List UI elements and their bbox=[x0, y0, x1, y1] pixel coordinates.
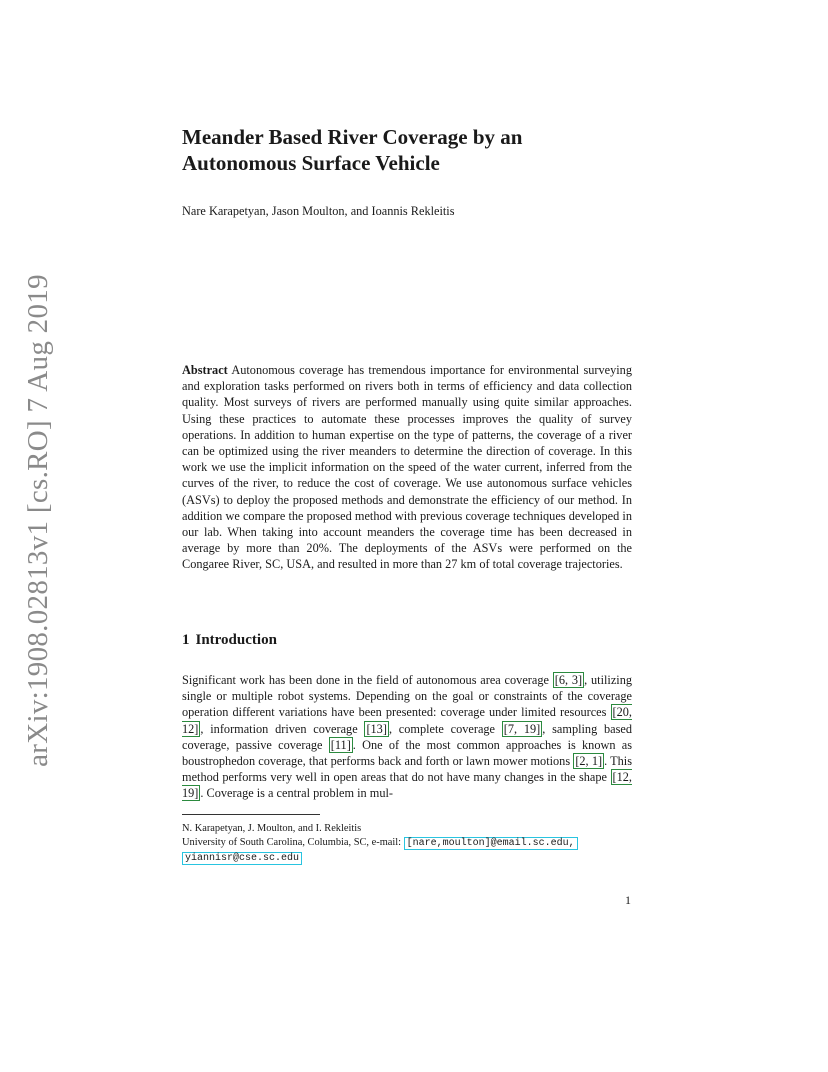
section-heading bbox=[182, 632, 277, 649]
intro-text: . One of the most common approaches is known as boustrophedon coverage, that performs back and forth or lawn mower motions bbox=[182, 737, 633, 769]
section-title: Introduction bbox=[195, 632, 277, 648]
paper-title bbox=[182, 124, 642, 176]
intro-text: , complete coverage bbox=[388, 721, 502, 736]
intro-text: , utilizing single or multiple robot systems. Depending on the goal or constraints of the coverage operation different variations have been presented: coverage under limited resources bbox=[182, 673, 632, 720]
intro-paragraph bbox=[182, 672, 632, 802]
intro-text: . This method performs very well in open areas that do not have many changes in the shape bbox=[182, 754, 632, 785]
abstract-text: Autonomous coverage has tremendous importance for environmental surveying and exploration tasks performed on rivers both in terms of efficiency and data collection quality. Most surveys of rivers are performed manually using quite similar approaches. Using these practices to automate these processes improves the quality of survey operations. In addition to human expertise on the type of patterns, the coverage of a river can be optimized using the river meanders to determine the direction of coverage. In this work we use the implicit information on the speed of the water current, inferred from the curves of the river, to reduce the cost of coverage. We use autonomous surface vehicles (ASVs) to deploy the proposed methods and demonstrate the efficiency of our method. In addition we compare the proposed method with previous coverage techniques developed in our lab. When taking into account meanders the coverage time has been decreased in average by more than 20%. The deployments of the ASVs were performed on the Congaree River, SC, USA, and resulted in more than 27 km of total coverage trajectories. bbox=[182, 363, 632, 572]
arxiv-identifier: arXiv:1908.02813v1 [cs.RO] 7 Aug 2019 bbox=[21, 273, 54, 767]
citation-link[interactable]: [11] bbox=[330, 737, 351, 752]
abstract-label: Abstract bbox=[182, 363, 228, 377]
footnote-names: N. Karapetyan, J. Moulton, and I. Rekleitis bbox=[182, 823, 362, 834]
intro-text: , information driven coverage bbox=[200, 721, 365, 736]
citation-link[interactable]: [20, 12] bbox=[182, 705, 632, 736]
footnote-rule bbox=[182, 814, 320, 815]
email-link[interactable]: [nare,moulton]@email.sc.edu, bbox=[404, 837, 578, 850]
email-link[interactable]: yiannisr@cse.sc.edu bbox=[182, 852, 302, 865]
citation-link[interactable]: [2, 1] bbox=[575, 754, 603, 769]
intro-text: . Coverage is a central problem in mul- bbox=[200, 786, 393, 801]
citation-link[interactable]: [7, 19] bbox=[503, 721, 541, 736]
section-number: 1 bbox=[182, 632, 190, 648]
arxiv-sidebar bbox=[21, 273, 54, 767]
citation-link[interactable]: [6, 3] bbox=[554, 673, 583, 687]
citation-link[interactable]: [12, 19] bbox=[182, 770, 632, 801]
intro-text: Significant work has been done in the field of autonomous area coverage bbox=[182, 673, 553, 687]
page-number: 1 bbox=[625, 893, 631, 907]
title-line-1: Meander Based River Coverage by an bbox=[182, 125, 523, 149]
footnote-affiliation: University of South Carolina, Columbia, SC, e-mail: bbox=[182, 837, 404, 848]
title-line-2: Autonomous Surface Vehicle bbox=[182, 151, 440, 175]
citation-link[interactable]: [13] bbox=[366, 721, 387, 736]
author-footnote bbox=[182, 822, 634, 866]
author-list: Nare Karapetyan, Jason Moulton, and Ioannis Rekleitis bbox=[182, 204, 455, 218]
intro-text: , sampling based coverage, passive coverage bbox=[182, 721, 632, 752]
abstract bbox=[182, 362, 632, 573]
